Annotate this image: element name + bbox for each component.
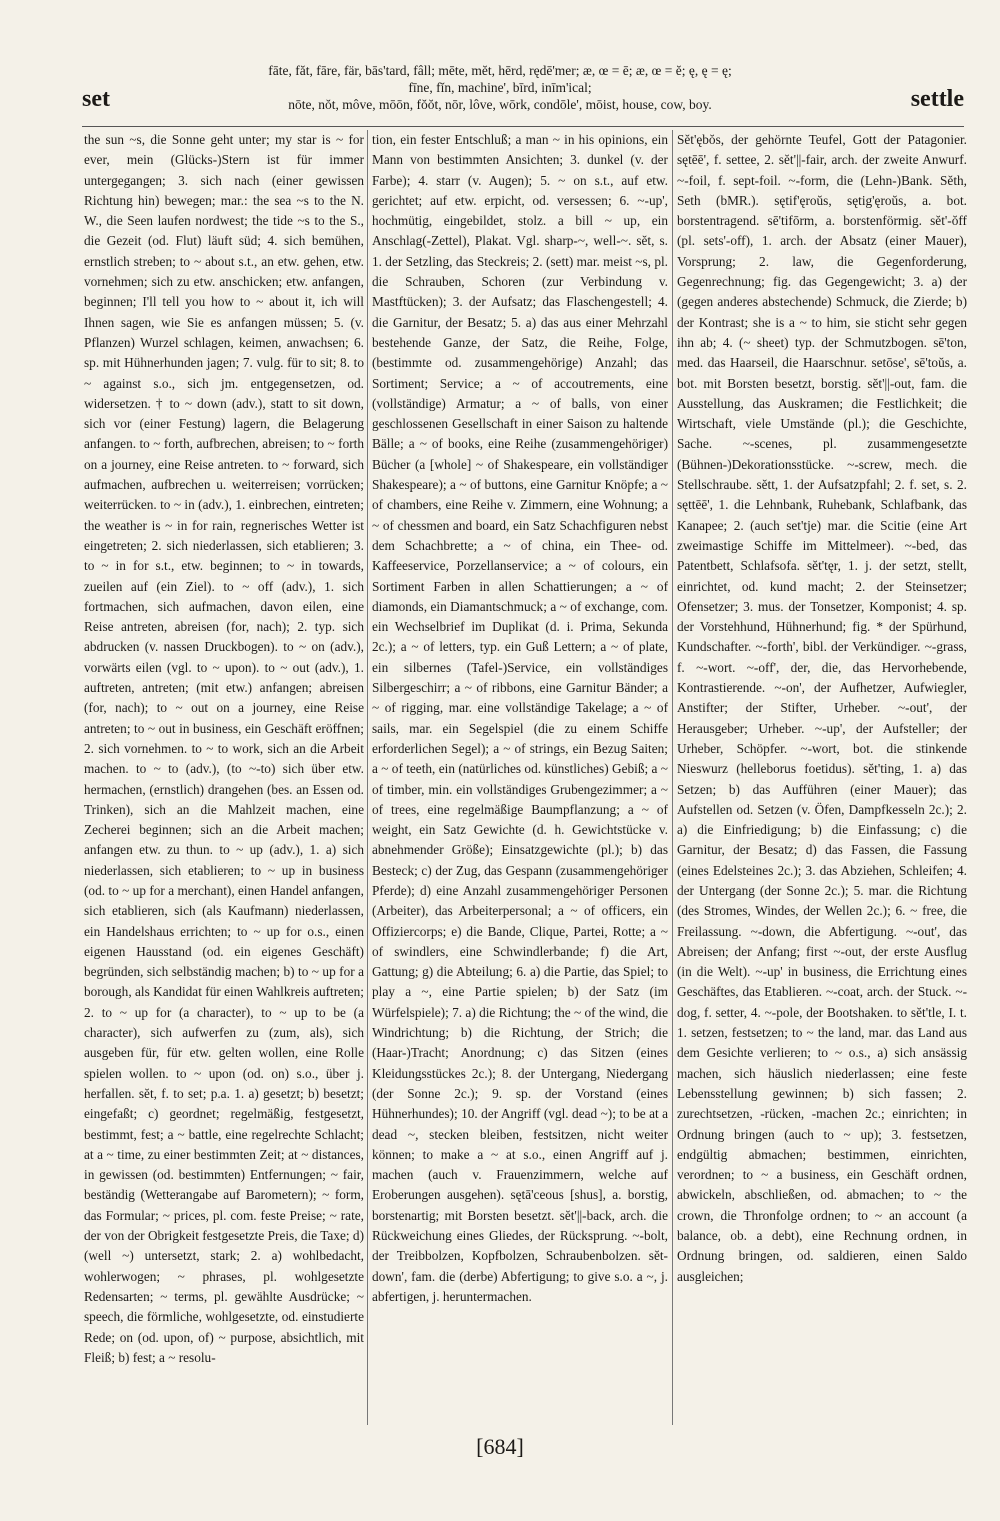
pronunciation-key — [200, 62, 800, 113]
column-middle — [372, 130, 668, 1430]
guide-word-left: set — [82, 86, 110, 112]
column-text: the sun ~s, die Sonne geht unter; my star is ~ for ever, mein (Glücks-)Stern ist für immer untergegangen; 3. sich nach (einer gewissen Richtung hin) bewegen; mar.: the sea ~s to the N. W., die Seen laufen nordwest; the tide ~s to the S., die Gezeit (od. Flut) läuft süd; 4. sich bemühen, ernstlich streben; to ~ about s.t., an etw. gehen, etw. vornehmen; sich zu etw. anschicken; etw. anfangen, beginnen; I'll tell you how to ~ about it, ich will Ihnen sagen, wie Sie es anfangen müssen; 5. (v. Pflanzen) Wurzel schlagen, keimen, anwachsen; 6. sp. mit Hühnerhunden jagen; 7. vulg. für to sit; 8. to ~ against s.o., sich jm. entgegensetzen, od. widersetzen. † to ~ down (adv.), statt to sit down, sich vor (einer Festung) lagern, die Belagerung anfangen. to ~ forth, aufbrechen, abreisen; to ~ forth on a journey, eine Reise antreten. to ~ forward, sich aufmachen, aufbrechen u. weiterreisen; vorrücken; weiterrücken. to ~ in (adv.), 1. einbrechen, eintreten; the weather is ~ in for rain, regnerisches Wetter ist eingetreten; 2. sich niederlassen, sich etablieren; 3. to ~ in for s.t., etw. beginnen; to ~ in towards, zueilen auf (ein Ziel). to ~ off (adv.), 1. sich fortmachen, sich aufmachen, davon eilen, eine Reise antreten, abreisen (for, nach); 2. typ. sich abdrucken (v. nassen Druckbogen). to ~ on (adv.), vorwärts eilen (vgl. to ~ upon). to ~ out (adv.), 1. auftreten, antreten; (mit etw.) anfangen; abreisen (for, nach); to ~ out on a journey, eine Reise antreten; to ~ out in business, ein Geschäft eröffnen; 2. sich vornehmen. to ~ to work, sich an die Arbeit machen. to ~ to (adv.), (to ~-to) sich über etw. hermachen, (ernstlich) drangehen (bes. an Essen od. Trinken), sich an die Mahlzeit machen, eine Zecherei beginnen; sich an die Arbeit machen; anfangen etw. zu thun. to ~ up (adv.), 1. a) sich niederlassen, sich etablieren; to ~ up in business (od. to ~ up for a merchant), einen Handel anfangen, sich etablieren, sich (als Kaufmann) niederlassen, ein Handelshaus errichten; to ~ up for o.s., einen eigenen Hausstand (od. ein eigenes Geschäft) begründen, sich selbständig machen; b) to ~ up for a borough, als Kandidat für einen Wahlkreis auftreten; 2. to ~ up for (a character), to ~ up to be (a character), sich aufwerfen zu (zum, als), sich ausgeben für, für etw. gelten wollen, eine Rolle spielen wollen. to ~ upon (od. on) s.o., über j. herfallen. sĕt, f. to set; p.a. 1. a) gesetzt; b) besetzt; eingefaßt; c) geordnet; regelmäßig, festgesetzt, bestimmt, fest; a ~ battle, eine regelrechte Schlacht; at a ~ time, zu einer bestimmten Zeit; at ~ distances, in gewissen (od. bestimmten) Entfernungen; ~ fair, beständig (Wetterangabe auf Barometern); ~ form, das Formular; ~ prices, pl. com. feste Preise; ~ rate, der von der Obrigkeit festgesetzte Preis, die Taxe; d) (well ~) untersetzt, stark; 2. a) wohlbedacht, wohlerwogen; ~ phrases, pl. wohlgesetzte Redensarten; ~ terms, pl. gewählte Ausdrücke; ~ speech, die förmliche, wohlgesetzte, od. einstudierte Rede; on (od. upon, of) ~ purpose, absichtlich, mit Fleiß; b) fest; a ~ resolu- — [84, 132, 364, 1365]
page-number: [684] — [476, 1434, 524, 1459]
guide-word-right: settle — [910, 86, 964, 112]
column-text: Sĕt'ębŏs, der gehörnte Teufel, Gott der Patagonier. sętēē', f. settee, 2. sĕt'||-fair, arch. der zweite Anwurf. ~-foil, f. sept-foil. ~-form, die (Lehn-)Bank. Sĕth, Seth (bMR.). sętif'ęroŭs, sętig'ęroŭs, a. bot. borstentragend. sē'tifōrm, a. borstenförmig. sĕt'-ŏff (pl. sets'-off), 1. arch. der Absatz (einer Mauer), Vorsprung; 2. law, die Gegenforderung, Gegenrechnung; fig. das Gegengewicht; 3. a) der (gegen anderes abstechende) Schmuck, die Zierde; b) der Kontrast; she is a ~ to him, sie sticht sehr gegen ihn ab; 4. (~ sheet) typ. der Schmutzbogen. sē'ton, med. das Haarseil, die Haarschnur. setōse', sē'toŭs, a. bot. mit Borsten besetzt, borstig. sĕt'||-out, fam. die Ausstellung, das Auskramen; die Festlichkeit; die Wirtschaft, viele Umstände (pl.); die Geschichte, Sache. ~-scenes, pl. zusammengesetzte (Bühnen-)Dekorationsstücke. ~-screw, mech. die Stellschraube. sĕtt, 1. der Aufsatzpfahl; 2. f. set, s. 2. sęttēē', 1. die Lehnbank, Ruhebank, Schlafbank, das Kanapee; 2. (auch set'tje) mar. die Scitie (eine Art zweimastige Schiffe im Mittelmeer). ~-bed, das Patentbett, Schlafsofa. sĕt'tęr, 1. j. der setzt, stellt, einrichtet, od. kund macht; 2. der Steinsetzer; Ofensetzer; 3. mus. der Tonsetzer, Komponist; 4. sp. der Vorstehhund, Hühnerhund; fig. * der Spürhund, Kundschafter. ~-forth', bibl. der Verkündiger. ~-grass, f. ~-wort. ~-off', der, die, das Hervorhebende, Kontrastierende. ~-on', der Aufhetzer, Aufwiegler, Anstifter; der Stifter, Urheber. ~-out', der Herausgeber; Urheber. ~-up', der Aufsteller; der Urheber, Schöpfer. ~-wort, bot. die stinkende Nieswurz (helleborus foetidus). sĕt'ting, 1. a) das Setzen; b) das Aufführen (einer Mauer); das Aufstellen od. Setzen (v. Öfen, Dampfkesseln 2c.); 2. a) die Einfriedigung; b) die Einfassung; c) die Garnitur, der Besatz; d) das Fassen, die Fassung (eines Edelsteines 2c.); 3. das Abziehen, Schleifen; 4. der Untergang (der Sonne 2c.); 5. mar. die Richtung (des Stromes, Windes, der Wellen 2c.); 6. ~ free, die Freilassung. ~-down, die Abfertigung. ~-out', das Abreisen; der Anfang; first ~-out, der erste Ausflug (in die Welt). ~-up' in business, die Errichtung eines Geschäftes, das Etablieren. ~-coat, arch. der Stuck. ~-dog, f. setter, 4. ~-pole, der Bootshaken. to sĕt'tle, I. t. 1. setzen, festsetzen; to ~ the land, mar. das Land aus dem Gesichte verlieren; to ~ o.s., a) sich ansässig machen, sich häuslich niederlassen; eine feste Lebensstellung gewinnen; b) sich fassen; 2. zurechtsetzen, -rücken, -machen 2c.; einrichten; in Ordnung bringen (auch to ~ up); 3. festsetzen, endgültig abmachen; bestimmen, einrichten, verordnen; to ~ a business, ein Geschäft ordnen, abwickeln, abschließen, od. abmachen; to ~ the crown, die Thronfolge ordnen; to ~ an account (a balance, ob. a debt), eine Rechnung ordnen, in Ordnung bringen, od. saldieren, einen Saldo ausgleichen; — [677, 132, 967, 1284]
column-divider — [367, 130, 368, 1425]
pronunciation-key-line: nōte, nŏt, môve, mōōn, fŏŏt, nōr, lôve, wōrk, condōle', mōist, house, cow, boy. — [288, 97, 712, 112]
pronunciation-key-line: fāte, făt, fāre, fär, bās'tard, fâll; mēte, mĕt, hērd, rędē'mer; æ, œ = ē; æ, œ = ĕ; ę, ę = ę; — [268, 63, 732, 78]
column-right — [677, 130, 967, 1430]
header-rule — [82, 126, 964, 127]
pronunciation-key-line: fīne, fĭn, machine', bīrd, inīm'ical; — [408, 80, 592, 95]
column-divider — [672, 130, 673, 1425]
column-text: tion, ein fester Entschluß; a man ~ in his opinions, ein Mann von bestimmten Ansichten; 3. dunkel (v. der Farbe); 4. starr (v. Augen); 5. ~ on s.t., auf etw. gerichtet; auf etw. erpicht, od. versessen; 6. ~-up', hochmütig, eingebildet, stolz. a bill ~ up, ein Anschlag(-Zettel), Plakat. Vgl. sharp-~, well-~. sĕt, s. 1. der Setzling, das Steckreis; 2. (sett) mar. meist ~s, pl. die Schrauben, Schoren (zur Verbindung v. Mastftücken); 3. der Aufsatz; das Flaschengestell; 4. die Garnitur, der Besatz; 5. a) das aus einer Mehrzahl bestehende Ganze, der Satz, die Reihe, Folge, (bestimmte od. zusammengehörige) Anzahl; das Sortiment; Service; a ~ of accoutrements, eine (vollständige) Armatur; a ~ of balls, von einer geschlossenen Gesellschaft in einer Saison zu haltende Bälle; a ~ of books, eine Reihe (zusammengehöriger) Bücher (a [whole] ~ of Shakespeare, ein vollständiger Shakespeare); a ~ of buttons, eine Garnitur Knöpfe; a ~ of chambers, eine Reihe v. Zimmern, eine Wohnung; a ~ of chessmen and board, ein Satz Schachfiguren nebst dem Schachbrette; a ~ of china, ein Thee- od. Kaffeeservice, Porzellanservice; a ~ of colours, ein Sortiment Farben in allen Schattierungen; a ~ of diamonds, ein Diamantschmuck; a ~ of exchange, com. ein Wechselbrief im Duplikat (d. i. Prima, Sekunda 2c.); a ~ of letters, typ. ein Guß Lettern; a ~ of plate, ein silbernes (Tafel-)Service, ein vollständiges Silbergeschirr; a ~ of ribbons, eine Garnitur Bänder; a ~ of rigging, mar. eine vollständige Takelage; a ~ of sails, mar. ein Segelspiel (die zu einem Schiffe erforderlichen Segel); a ~ of strings, ein Bezug Saiten; a ~ of teeth, ein (natürliches od. künstliches) Gebiß; a ~ of timber, min. ein vollständiges Grubengezimmer; a ~ of trees, eine regelmäßige Baumpflanzung; a ~ of weight, ein Satz Gewichte (d. h. Gewichtstücke v. abnehmender Größe); Einsatzgewichte (pl.); b) das Besteck; c) der Zug, das Gespann (zusammengehöriger Pferde); d) eine Anzahl zusammengehöriger Personen (Arbeiter), das Arbeiterpersonal; a ~ of officers, ein Offiziercorps; e) die Bande, Clique, Partei, Rotte; a ~ of swindlers, eine Schwindlerbande; f) die Art, Gattung; g) die Abteilung; 6. a) die Partie, das Spiel; to play a ~, eine Partie spielen; b) der Satz (im Würfelspiele); 7. a) die Richtung; the ~ of the wind, die Windrichtung; b) die Richtung, der Strich; die (Haar-)Tracht; Anordnung; c) das Sitzen (eines Kleidungsstückes 2c.); 8. der Untergang, Niedergang (der Sonne 2c.); 9. sp. der Vorstand (eines Hühnerhundes); 10. der Angriff (vgl. dead ~); to be at a dead ~, stecken bleiben, festsitzen, nicht weiter können; to make a ~ at s.o., einen Angriff auf j. machen (auch v. Frauenzimmern, welche auf Eroberungen ausgehen). sętā'ceous [shus], a. borstig, borstenartig; mit Borsten besetzt. sĕt'||-back, arch. die Rückweichung eines Gliedes, der Rücksprung. ~-bolt, der Treibbolzen, Kopfbolzen, Schraubenbolzen. sĕt-down', fam. die (derbe) Abfertigung; to give s.o. a ~, j. abfertigen, j. heruntermachen. — [372, 132, 668, 1304]
column-left — [84, 130, 364, 1430]
